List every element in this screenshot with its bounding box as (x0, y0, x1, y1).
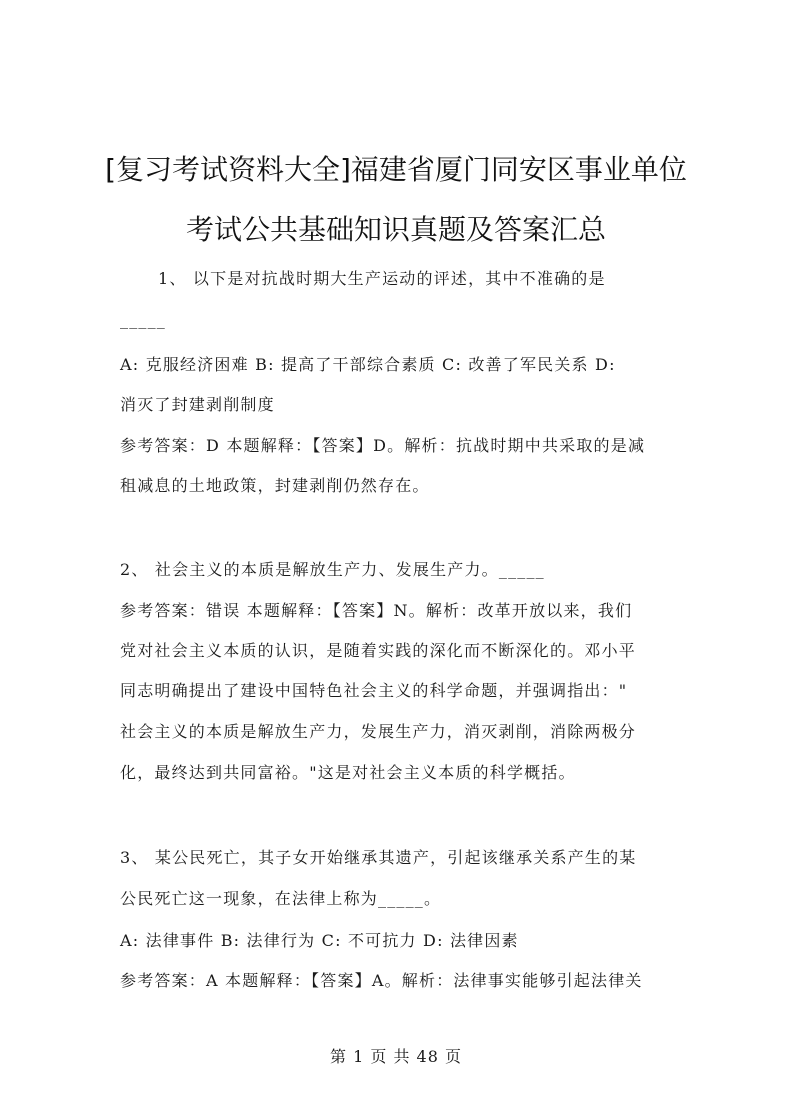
question-3-options: A: 法律事件 B: 法律行为 C: 不可抗力 D: 法律因素 (120, 931, 519, 950)
question-2-answer-cont-2: 同志明确提出了建设中国特色社会主义的科学命题，并强调指出：" (120, 681, 628, 700)
question-2-answer-cont-3: 社会主义的本质是解放生产力，发展生产力，消灭剥削，消除两极分 (120, 722, 637, 741)
question-1-answer: 参考答案：D 本题解释：【答案】D。解析：抗战时期中共采取的是减 (120, 436, 646, 455)
question-1-answer-cont: 租减息的土地政策，封建剥削仍然存在。 (120, 476, 430, 495)
question-3-answer: 参考答案：A 本题解释：【答案】A。解析：法律事实能够引起法律关 (120, 971, 643, 990)
document-title-line-2: 考试公共基础知识真题及答案汇总 (185, 213, 606, 246)
question-1-stem: 1、 以下是对抗战时期大生产运动的评述，其中不准确的是 (158, 269, 606, 288)
document-title-line-1: [复习考试资料大全]福建省厦门同安区事业单位 (105, 153, 687, 186)
question-3-stem: 3、 某公民死亡，其子女开始继承其遗产，引起该继承关系产生的某 (120, 848, 637, 867)
question-2-answer: 参考答案：错误 本题解释：【答案】N。解析：改革开放以来，我们 (120, 601, 633, 620)
question-1-options: A: 克服经济困难 B: 提高了干部综合素质 C: 改善了军民关系 D: (120, 355, 616, 374)
question-2-answer-cont-4: 化，最终达到共同富裕。"这是对社会主义本质的科学概括。 (120, 763, 576, 782)
question-2-answer-cont-1: 党对社会主义本质的认识，是随着实践的深化而不断深化的。邓小平 (120, 641, 637, 660)
page-number-footer: 第 1 页 共 48 页 (330, 1047, 462, 1066)
question-1-options-cont: 消灭了封建剥削制度 (120, 395, 275, 414)
question-3-stem-cont: 公民死亡这一现象，在法律上称为_____。 (120, 889, 442, 908)
question-1-blank: _____ (120, 310, 166, 329)
question-2-stem: 2、 社会主义的本质是解放生产力、发展生产力。_____ (120, 560, 545, 579)
